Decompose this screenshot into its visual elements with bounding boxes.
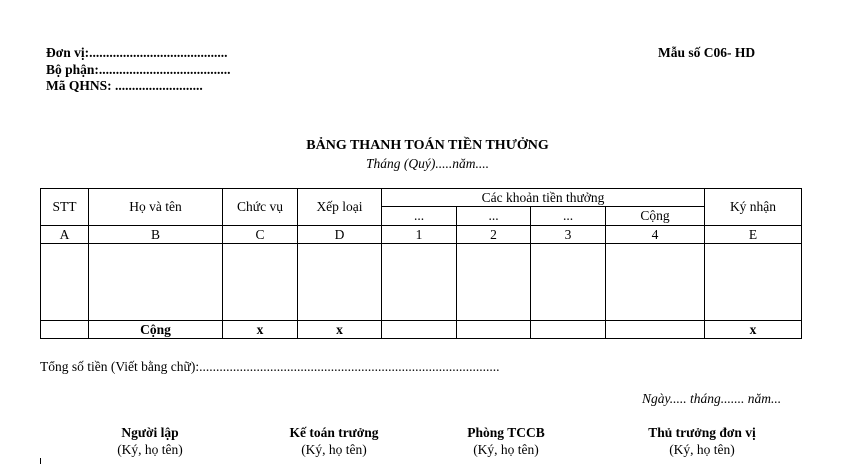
code-cell: 2 <box>457 226 531 244</box>
total-in-words: Tổng số tiền (Viết bằng chữ):......................................................................................... <box>40 359 500 374</box>
signature-preparer <box>50 424 250 458</box>
code-cell: A <box>41 226 89 244</box>
header-bonus-col: ... <box>382 207 457 226</box>
document-period: Tháng (Quý).....năm.... <box>366 156 489 171</box>
department-field: Bộ phận:....................................... <box>46 61 231 77</box>
header-sign: Ký nhận <box>705 189 802 226</box>
document-header <box>46 45 231 95</box>
total-rank-mark: x <box>298 321 382 339</box>
body-cell <box>705 244 802 321</box>
header-bonus-col: ... <box>531 207 606 226</box>
signature-title: Người lập <box>121 425 179 440</box>
body-cell <box>382 244 457 321</box>
code-cell: 3 <box>531 226 606 244</box>
signature-personnel-dept <box>406 424 606 458</box>
body-cell <box>606 244 705 321</box>
signature-title: Thủ trưởng đơn vị <box>648 425 756 440</box>
header-rank: Xếp loại <box>298 189 382 226</box>
header-stt: STT <box>41 189 89 226</box>
total-cell <box>41 321 89 339</box>
margin-tick <box>40 458 41 464</box>
header-bonus-total: Cộng <box>606 207 705 226</box>
header-position: Chức vụ <box>223 189 298 226</box>
signature-title: Kế toán trưởng <box>289 425 379 440</box>
signature-note: (Ký, họ tên) <box>301 442 367 457</box>
header-name: Họ và tên <box>89 189 223 226</box>
total-cell <box>382 321 457 339</box>
total-sign-mark: x <box>705 321 802 339</box>
body-cell <box>298 244 382 321</box>
total-cell <box>606 321 705 339</box>
unit-field: Đơn vị:......................................... <box>46 45 228 60</box>
document-title: BẢNG THANH TOÁN TIỀN THƯỞNG <box>306 138 549 153</box>
code-cell: D <box>298 226 382 244</box>
signature-note: (Ký, họ tên) <box>473 442 539 457</box>
total-label: Cộng <box>89 321 223 339</box>
signature-head-of-unit <box>602 424 802 458</box>
body-cell <box>457 244 531 321</box>
code-cell: E <box>705 226 802 244</box>
body-cell <box>41 244 89 321</box>
total-row <box>41 321 802 339</box>
total-position-mark: x <box>223 321 298 339</box>
budget-code-field: Mã QHNS: .......................... <box>46 78 203 93</box>
header-bonus-group: Các khoản tiền thưởng <box>382 189 705 207</box>
table-row <box>41 244 802 321</box>
total-cell <box>457 321 531 339</box>
signature-chief-accountant <box>234 424 434 458</box>
body-cell <box>531 244 606 321</box>
code-cell: 1 <box>382 226 457 244</box>
code-cell: C <box>223 226 298 244</box>
signature-title: Phòng TCCB <box>467 425 545 440</box>
body-cell <box>223 244 298 321</box>
signature-note: (Ký, họ tên) <box>117 442 183 457</box>
header-bonus-col: ... <box>457 207 531 226</box>
form-number: Mẫu số C06- HD <box>658 45 756 60</box>
signature-note: (Ký, họ tên) <box>669 442 735 457</box>
code-cell: 4 <box>606 226 705 244</box>
bonus-payment-table <box>40 188 802 339</box>
code-cell: B <box>89 226 223 244</box>
date-line: Ngày..... tháng....... năm... <box>642 391 782 406</box>
total-cell <box>531 321 606 339</box>
body-cell <box>89 244 223 321</box>
